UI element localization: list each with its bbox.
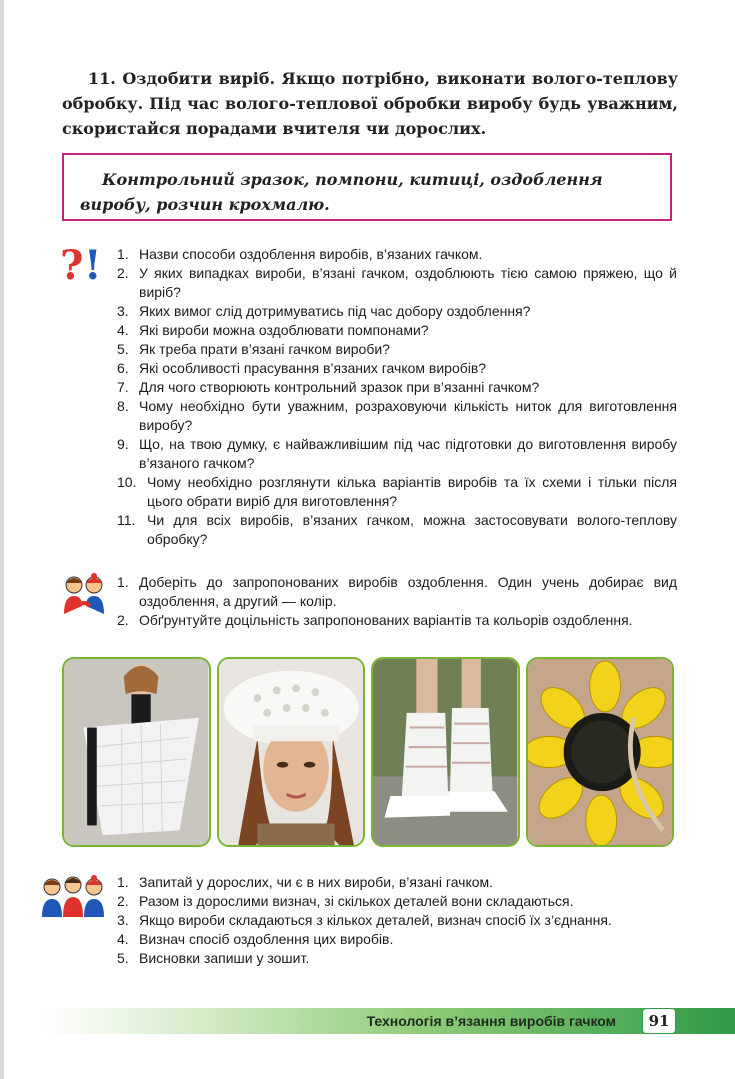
group-task-list: [117, 873, 677, 968]
list-item: 1. Доберіть до запропонованих виробів оздоблення. Один учень добирає вид оздоблення, а другий — колір.: [117, 574, 677, 609]
question-exclamation-icon: [60, 242, 104, 289]
review-questions: [117, 245, 677, 549]
list-item: 4. Визнач спосіб оздоблення цих виробів.: [117, 931, 394, 947]
boots-photo: [371, 657, 520, 847]
list-item: 2. Обґрунтуйте доцільність запропонованих варіантів та кольорів оздоблення.: [117, 612, 633, 628]
list-item: 6. Які особливості прасування в’язаних гачком виробів?: [117, 360, 487, 376]
list-item: 2. У яких випадках вироби, в’язані гачком, оздоблюють тією самою пряжею, що й виріб?: [117, 265, 677, 300]
group-work-icon: [38, 873, 108, 919]
footer-chapter-title: Технологія в’язання виробів гачком: [366, 1013, 616, 1029]
list-item: 5. Як треба прати в’язані гачком вироби?: [117, 341, 390, 357]
intro-paragraph: 11. Оздобити виріб. Якщо потрібно, виконати волого-теплову обробку. Під час волого-теплової обробки виробу будь уважним, скористайся порадами вчителя чи дорослих.: [62, 69, 678, 138]
list-item: 2. Разом із дорослими визнач, зі скількох деталей вони складаються.: [117, 893, 574, 909]
list-item: 10. Чому необхідно розглянути кілька варіантів виробів та їх схеми і тільки після цього обрати виріб для виготовлення?: [117, 474, 677, 509]
pair-task-list: [117, 573, 677, 630]
pair-work-icon: [60, 572, 110, 616]
list-item: 3. Яких вимог слід дотримуватись під час добору оздоблення?: [117, 303, 531, 319]
question-mark: ?: [60, 242, 84, 289]
beret-photo: [217, 657, 366, 847]
photo-row: [62, 657, 674, 847]
list-item: 7. Для чого створюють контрольний зразок при в’язанні гачком?: [117, 379, 540, 395]
list-item: 3. Якщо вироби складаються з кількох деталей, визнач спосіб їх з’єднання.: [117, 912, 612, 928]
shawl-photo: [62, 657, 211, 847]
list-item: 5. Висновки запиши у зошит.: [117, 950, 310, 966]
list-item: 1. Запитай у дорослих, чи є в них вироби, в’язані гачком.: [117, 874, 494, 890]
list-item: 9. Що, на твою думку, є найважливішим під час підготовки до виготовлення виробу в’язаного гачком?: [117, 436, 677, 471]
key-terms-box: Контрольний зразок, помпони, китиці, оздоблення виробу, розчин крохмалю.: [62, 153, 672, 221]
list-item: 4. Які вироби можна оздоблювати помпонами?: [117, 322, 429, 338]
page-number: 91: [642, 1008, 676, 1034]
list-item: 11. Чи для всіх виробів, в’язаних гачком, можна застосовувати волого-теплову обробку?: [117, 512, 677, 547]
list-item: 8. Чому необхідно бути уважним, розраховуючи кількість ниток для виготовлення виробу?: [117, 398, 677, 433]
page-edge: [0, 0, 4, 1079]
exclamation-mark: !: [84, 242, 102, 289]
list-item: 1. Назви способи оздоблення виробів, в’язаних гачком.: [117, 246, 483, 262]
sunflower-photo: [526, 657, 675, 847]
